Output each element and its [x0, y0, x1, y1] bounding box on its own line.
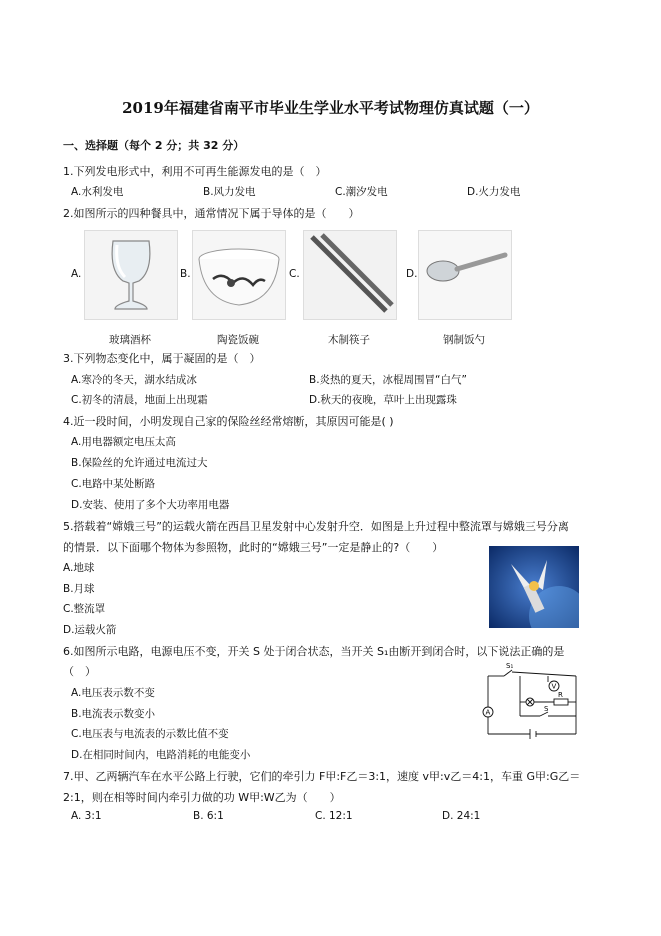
question-3-stem: 3.下列物态变化中，属于凝固的是（ ） — [63, 352, 261, 365]
circuit-label-v: V — [551, 682, 557, 691]
q1-option-c[interactable]: C.潮汐发电 — [335, 186, 388, 198]
question-5-stem-line1: 5.搭载着“嫦娥三号”的运载火箭在西昌卫星发射中心发射升空．如图是上升过程中整流罩与嫦娥三号分离 — [63, 520, 569, 533]
q4-option-b[interactable]: B.保险丝的允许通过电流过大 — [71, 457, 208, 469]
q4-option-d[interactable]: D.安装、使用了多个大功率用电器 — [71, 499, 230, 511]
question-4-stem: 4.近一段时间，小明发现自己家的保险丝经常熔断，其原因可能是( ) — [63, 415, 394, 428]
section-heading: 一、选择题（每个 2 分；共 32 分） — [63, 139, 245, 152]
question-1-stem: 1.下列发电形式中，利用不可再生能源发电的是（ ） — [63, 165, 327, 178]
glass-cup-image — [84, 230, 178, 320]
q7-option-d[interactable]: D. 24:1 — [442, 810, 481, 822]
circuit-label-r: R — [558, 691, 563, 699]
ceramic-bowl-image — [192, 230, 286, 320]
q6-option-a[interactable]: A.电压表示数不变 — [71, 687, 155, 699]
q2-label-d[interactable]: D. — [406, 268, 418, 280]
q4-option-c[interactable]: C.电路中某处断路 — [71, 478, 156, 490]
question-7-stem-line2: 2:1，则在相等时间内牵引力做的功 W甲:W乙为（ ） — [63, 791, 341, 804]
circuit-label-s1: S₁ — [506, 662, 514, 670]
q5-option-c[interactable]: C.整流罩 — [63, 603, 106, 615]
question-7-stem-line1: 7.甲、乙两辆汽车在水平公路上行驶，它们的牵引力 F甲:F乙＝3:1，速度 v甲:v乙＝4:1，车重 G甲:G乙＝ — [63, 770, 581, 783]
q3-option-a[interactable]: A.寒冷的冬天，湖水结成冰 — [71, 374, 197, 386]
rocket-separation-image — [489, 546, 579, 628]
q4-option-a[interactable]: A.用电器额定电压太高 — [71, 436, 176, 448]
wooden-chopsticks-image — [303, 230, 397, 320]
q2-label-a[interactable]: A. — [71, 268, 82, 280]
q3-option-b[interactable]: B.炎热的夏天，冰棍周围冒“白气” — [309, 374, 467, 386]
q7-option-b[interactable]: B. 6:1 — [193, 810, 224, 822]
question-6-stem-line2: （ ） — [63, 665, 96, 678]
q6-option-d[interactable]: D.在相同时间内，电路消耗的电能变小 — [71, 749, 251, 761]
q5-option-a[interactable]: A.地球 — [63, 562, 95, 574]
q3-option-c[interactable]: C.初冬的清晨，地面上出现霜 — [71, 394, 208, 406]
question-2-stem: 2.如图所示的四种餐具中，通常情况下属于导体的是（ ） — [63, 207, 360, 220]
q2-label-c[interactable]: C. — [289, 268, 300, 280]
caption-wooden-chopsticks: 木制筷子 — [328, 334, 370, 346]
q7-option-c[interactable]: C. 12:1 — [315, 810, 353, 822]
caption-steel-spoon: 钢制饭勺 — [443, 334, 485, 346]
q2-label-b[interactable]: B. — [180, 268, 191, 280]
q1-option-d[interactable]: D.火力发电 — [467, 186, 521, 198]
q3-option-d[interactable]: D.秋天的夜晚，草叶上出现露珠 — [309, 394, 457, 406]
q1-option-b[interactable]: B.风力发电 — [203, 186, 256, 198]
circuit-label-a: A — [485, 708, 491, 717]
caption-ceramic-bowl: 陶瓷饭碗 — [217, 334, 259, 346]
q7-option-a[interactable]: A. 3:1 — [71, 810, 102, 822]
q5-option-d[interactable]: D.运载火箭 — [63, 624, 117, 636]
page-title: 2019年福建省南平市毕业生学业水平考试物理仿真试题（一） — [122, 99, 539, 117]
question-6-stem-line1: 6.如图所示电路，电源电压不变，开关 S 处于闭合状态，当开关 S₁由断开到闭合时，以下说法正确的是 — [63, 645, 565, 658]
q6-option-c[interactable]: C.电压表与电流表的示数比值不变 — [71, 728, 229, 740]
q5-option-b[interactable]: B.月球 — [63, 583, 95, 595]
steel-spoon-image — [418, 230, 512, 320]
circuit-label-s: S — [544, 705, 549, 713]
circuit-diagram — [478, 662, 588, 742]
q1-option-a[interactable]: A.水利发电 — [71, 186, 124, 198]
question-5-stem-line2: 的情景．以下面哪个物体为参照物，此时的“嫦娥三号”一定是静止的?（ ） — [63, 541, 444, 554]
caption-glass-cup: 玻璃酒杯 — [109, 334, 151, 346]
q6-option-b[interactable]: B.电流表示数变小 — [71, 708, 156, 720]
